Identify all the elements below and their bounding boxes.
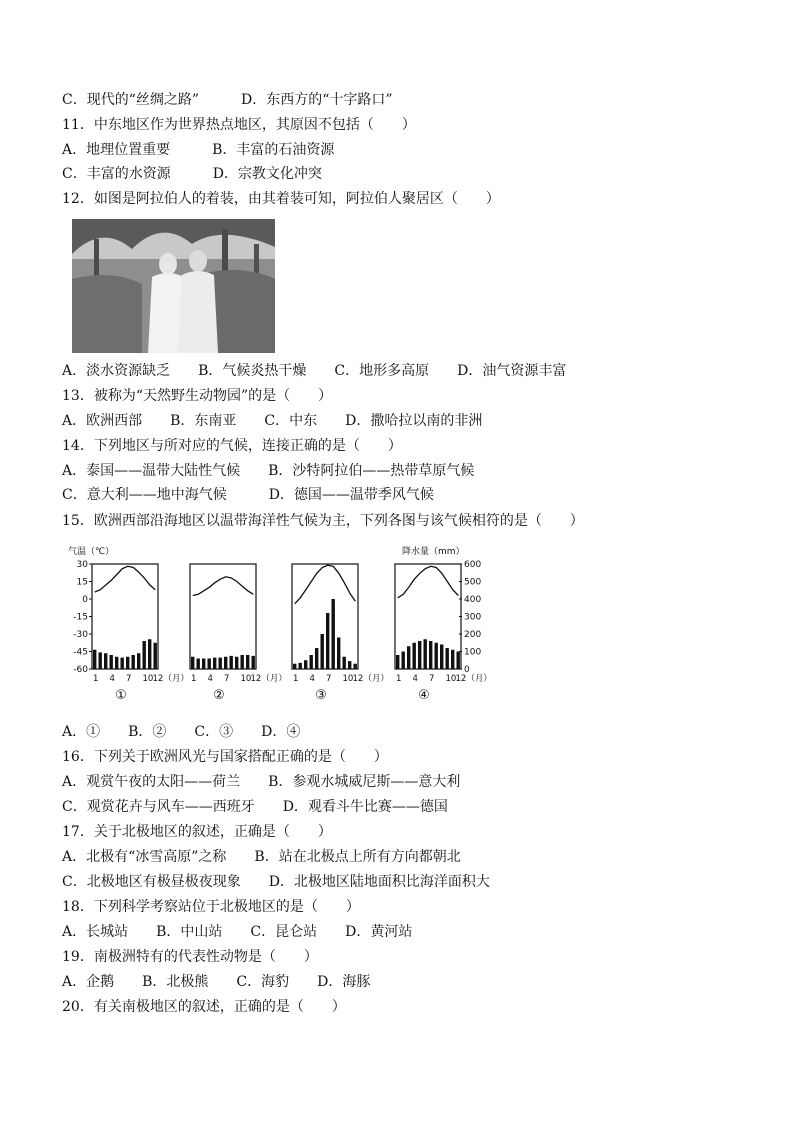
precipitation-bar [251, 656, 254, 669]
precipitation-bar [142, 641, 145, 669]
precipitation-bar [93, 650, 96, 669]
text-line: C．观赏花卉与风车——西班牙 D．观看斗牛比赛——德国 [62, 799, 448, 815]
precipitation-bar [235, 657, 238, 669]
text-line: A．地理位置重要 B．丰富的石油资源 [62, 142, 335, 158]
precipitation-bar [104, 653, 107, 669]
month-tick-label: 1 [396, 674, 402, 684]
month-tick-label: 1 [293, 674, 299, 684]
text-line: A．观赏午夜的太阳——荷兰 B．参观水城威尼斯——意大利 [62, 774, 461, 790]
temp-tick-label: -45 [73, 647, 88, 658]
precipitation-bar [131, 655, 134, 669]
precipitation-bar [191, 657, 194, 669]
panel-label: ① [115, 688, 127, 703]
precipitation-bar [153, 643, 156, 669]
precipitation-bar [202, 659, 205, 670]
text-line: 11．中东地区作为世界热点地区，其原因不包括（ ） [62, 117, 416, 133]
month-tick-label: 12（月） [455, 674, 492, 684]
text-line: A．淡水资源缺乏 B．气候炎热干燥 C．地形多高原 D．油气资源丰富 [62, 363, 567, 379]
precipitation-bar [418, 641, 421, 669]
precipitation-bar [137, 653, 140, 669]
month-tick-label: 7 [429, 674, 435, 684]
precipitation-bar [320, 634, 323, 669]
precipitation-bar [304, 660, 307, 669]
month-tick-label: 10 [342, 674, 354, 684]
precipitation-bar [412, 643, 415, 669]
panel-label: ③ [315, 688, 327, 703]
temp-tick-label: 15 [76, 577, 88, 588]
precipitation-bar [337, 638, 340, 670]
precipitation-bar [126, 657, 129, 669]
photo-drawing [72, 219, 275, 353]
month-tick-label: 4 [109, 674, 115, 684]
month-tick-label: 12（月） [250, 674, 287, 684]
text-line: A．企鹅 B．北极熊 C．海豹 D．海豚 [62, 974, 371, 990]
text-line: 12．如图是阿拉伯人的着装，由其着装可知，阿拉伯人聚居区（ ） [62, 191, 500, 207]
precipitation-bar [396, 655, 399, 669]
precipitation-bar [315, 648, 318, 669]
month-tick-label: 12（月） [352, 674, 389, 684]
month-tick-label: 4 [309, 674, 315, 684]
precipitation-bar [342, 657, 345, 669]
precip-axis-label: 降水量（mm） [402, 547, 465, 557]
text-line: A．泰国——温带大陆性气候 B．沙特阿拉伯——热带草原气候 [62, 463, 475, 479]
temperature-line [398, 566, 459, 598]
panel-label: ④ [418, 688, 430, 703]
text-line: 16．下列关于欧洲风光与国家搭配正确的是（ ） [62, 749, 388, 765]
month-tick-label: 4 [412, 674, 418, 684]
precipitation-bar [298, 663, 301, 669]
precipitation-bar [423, 639, 426, 669]
month-tick-label: 1 [191, 674, 197, 684]
text-line: 20．有关南极地区的叙述，正确的是（ ） [62, 999, 346, 1015]
precipitation-bar [407, 646, 410, 669]
month-tick-label: 4 [207, 674, 213, 684]
precipitation-bar [207, 659, 210, 670]
temp-tick-label: -30 [73, 630, 88, 640]
text-line: 14．下列地区与所对应的气候，连接正确的是（ ） [62, 438, 402, 454]
text-line: 18．下列科学考察站位于北极地区的是（ ） [62, 899, 360, 915]
precipitation-bar [326, 613, 329, 669]
text-line: 17．关于北极地区的叙述，正确是（ ） [62, 824, 332, 840]
text-line: A．欧洲西部 B．东南亚 C．中东 D．撒哈拉以南的非洲 [62, 413, 483, 429]
temp-tick-label: 0 [82, 595, 88, 605]
precipitation-bar [348, 661, 351, 669]
text-line: 19．南极洲特有的代表性动物是（ ） [62, 949, 318, 965]
precipitation-bar [401, 652, 404, 670]
precipitation-bar [445, 648, 448, 669]
temperature-line [295, 565, 356, 604]
precipitation-bar [429, 641, 432, 669]
climate-panel-frame [190, 564, 256, 669]
precip-tick-label: 300 [464, 612, 482, 623]
precipitation-bar [434, 643, 437, 669]
precipitation-bar [229, 656, 232, 669]
precip-tick-label: 600 [464, 560, 482, 570]
month-tick-label: 1 [93, 674, 99, 684]
precipitation-bar [148, 639, 151, 669]
text-line: 15．欧洲西部沿海地区以温带海洋性气候为主，下列各图与该气候相符的是（ ） [62, 513, 584, 529]
precipitation-bar [196, 659, 199, 670]
temperature-line [95, 566, 156, 592]
text-line: A．① B．② C．③ D．④ [62, 724, 301, 740]
precipitation-bar [240, 655, 243, 669]
text-line: A．北极有“冰雪高原”之称 B．站在北极点上所有方向都朝北 [62, 849, 461, 865]
month-tick-label: 7 [224, 674, 230, 684]
text-line: 13．被称为“天然野生动物园”的是（ ） [62, 388, 333, 404]
text-line: A．长城站 B．中山站 C．昆仑站 D．黄河站 [62, 924, 413, 940]
precipitation-bar [293, 664, 296, 669]
precipitation-bar [456, 652, 459, 670]
precipitation-bar [353, 664, 356, 669]
arab-clothing-photo [72, 219, 275, 353]
precipitation-bar [213, 658, 216, 669]
temperature-line [193, 577, 254, 596]
precipitation-bar [331, 599, 334, 669]
panel-label: ② [213, 688, 225, 703]
precipitation-bar [246, 655, 249, 669]
precip-tick-label: 400 [464, 595, 482, 605]
text-line: C．意大利——地中海气候 D．德国——温带季风气候 [62, 487, 434, 503]
month-tick-label: 10 [240, 674, 252, 684]
climate-charts [62, 542, 498, 707]
precip-tick-label: 100 [464, 647, 482, 658]
precipitation-bar [109, 655, 112, 669]
precipitation-bar [451, 650, 454, 669]
temp-tick-label: -60 [73, 665, 88, 675]
month-tick-label: 10 [142, 674, 154, 684]
month-tick-label: 10 [445, 674, 457, 684]
precip-tick-label: 500 [464, 577, 482, 588]
precipitation-bar [309, 655, 312, 669]
temp-tick-label: -15 [73, 612, 88, 623]
precip-tick-label: 0 [464, 665, 470, 675]
precipitation-bar [98, 652, 101, 669]
temp-tick-label: 30 [76, 560, 88, 570]
climate-panel-frame [292, 564, 358, 669]
month-tick-label: 7 [126, 674, 132, 684]
month-tick-label: 12（月） [152, 674, 189, 684]
precipitation-bar [218, 658, 221, 669]
precipitation-bar [440, 645, 443, 670]
month-tick-label: 7 [326, 674, 332, 684]
text-line: C．丰富的水资源 D．宗教文化冲突 [62, 166, 322, 182]
precipitation-bar [115, 657, 118, 669]
precip-tick-label: 200 [464, 630, 482, 640]
text-line: C．北极地区有极昼极夜现象 D．北极地区陆地面积比海洋面积大 [62, 874, 490, 890]
precipitation-bar [224, 657, 227, 669]
text-line: C．现代的“丝绸之路” D．东西方的“十字路口” [62, 92, 393, 108]
precipitation-bar [120, 658, 123, 669]
temp-axis-label: 气温（℃） [68, 547, 115, 557]
